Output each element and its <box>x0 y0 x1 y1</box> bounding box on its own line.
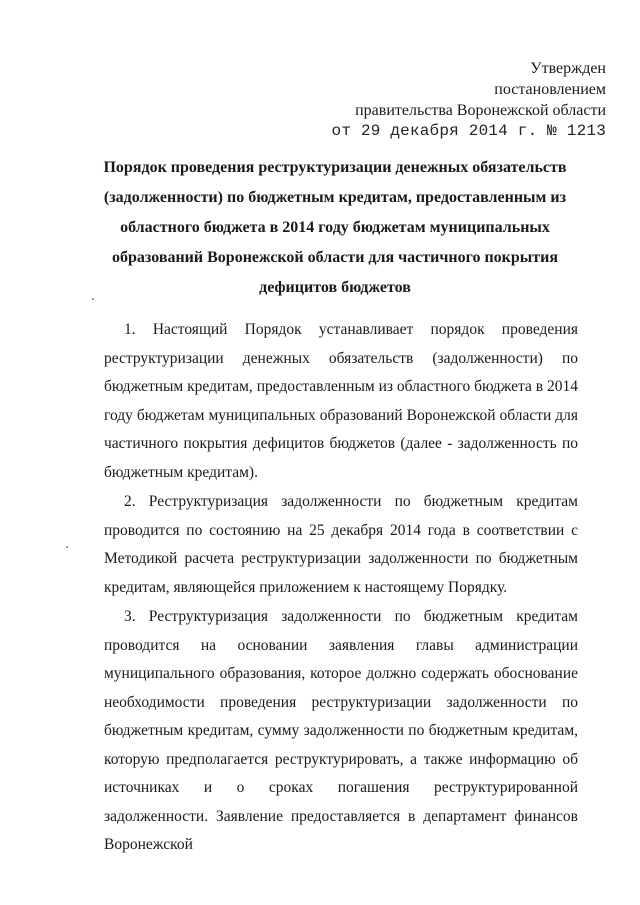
paragraph-1: 1. Настоящий Порядок устанавливает порядок проведения реструктуризации денежных обязательств (задолженности) по бюджетным кредитам, предоставленным из областного бюджета в 2014 году бюджетам муниципальных образований Воронежской области для частичного покрытия дефицитов бюджетов (далее - задолженность по бюджетным кредитам). <box>104 321 578 481</box>
paragraph-2: 2. Реструктуризация задолженности по бюджетным кредитам проводится по состоянию на 25 декабря 2014 года в соответствии с Методикой расчета реструктуризации задолженности по бюджетным кредитам, являющейся приложением к настоящему Порядку. <box>104 493 578 596</box>
approval-line-resolution: постановлением <box>494 81 606 98</box>
document-body <box>104 316 578 861</box>
scan-artifact <box>66 546 68 548</box>
title-line: дефицитов бюджетов <box>259 279 411 296</box>
title-line: образований Воронежской области для частичного покрытия <box>111 249 559 266</box>
title-line: областного бюджета в 2014 году бюджетам муниципальных <box>120 219 550 236</box>
title-line: (задолженности) по бюджетным кредитам, предоставленным из <box>103 189 567 206</box>
approval-block <box>332 58 606 142</box>
approval-line-government: правительства Воронежской области <box>355 102 606 119</box>
document-title <box>100 153 570 303</box>
paragraph-3: 3. Реструктуризация задолженности по бюджетным кредитам проводится на основании заявления главы администрации муниципального образования, которое должно содержать обоснование необходимости проведения реструктуризации задолженности по бюджетным кредитам, сумму задолженности по бюджетным кредитам, которую предполагается реструктурировать, а также информацию об источниках и о сроках погашения реструктурированной задолженности. Заявление предоставляется в департамент финансов Воронежской <box>104 608 578 853</box>
approval-line-approved: Утвержден <box>530 60 606 77</box>
scan-artifact <box>92 298 94 300</box>
approval-date-number: от 29 декабря 2014 г. № 1213 <box>331 122 606 140</box>
title-line: Порядок проведения реструктуризации денежных обязательств <box>103 159 567 176</box>
